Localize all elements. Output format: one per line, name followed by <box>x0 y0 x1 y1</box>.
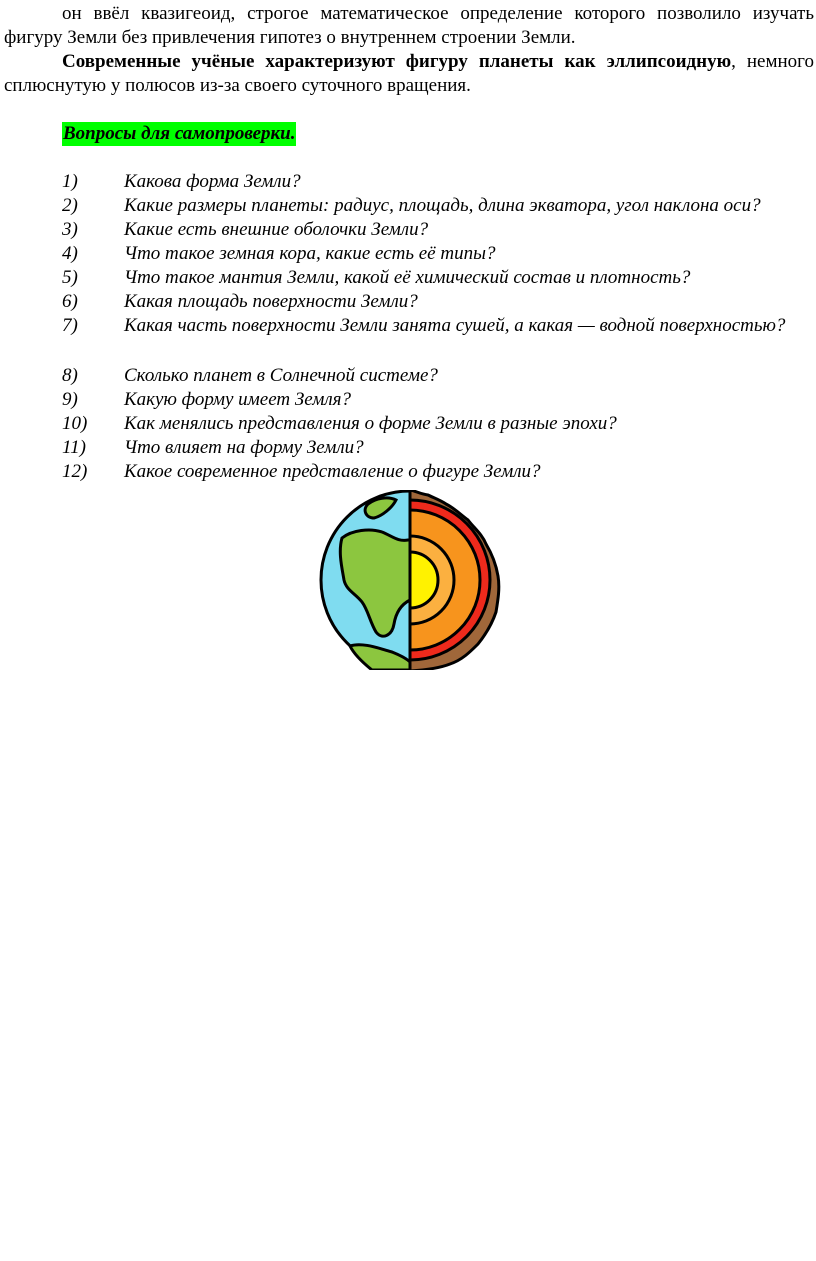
question-item: 7) Какая часть поверхности Земли занята сушей, а какая — водной поверхностью? <box>62 315 786 336</box>
intro-text-1: он ввёл квазигеоид, строгое математическое определение которого позволило изучать фигуру Земли без привлечения гипотез о внутреннем строении Земли. <box>4 3 814 48</box>
question-item: 1) Какова форма Земли? <box>62 171 301 192</box>
intro-paragraph-1 <box>4 2 814 50</box>
intro-bold-statement: Современные учёные характеризуют фигуру планеты как эллипсоидную <box>62 51 732 72</box>
intro-paragraph-2 <box>4 50 814 98</box>
intro-text-2: , немного сплюснутую у полюсов из-за своего суточного вращения. <box>4 51 814 96</box>
question-item: 5) Что такое мантия Земли, какой её химический состав и плотность? <box>62 267 691 288</box>
question-item: 9) Какую форму имеет Земля? <box>62 389 352 410</box>
earth-cross-section-icon <box>312 490 508 670</box>
question-item: 3) Какие есть внешние оболочки Земли? <box>62 219 429 240</box>
question-item: 8) Сколько планет в Солнечной системе? <box>62 365 438 386</box>
question-item: 4) Что такое земная кора, какие есть её типы? <box>62 243 496 264</box>
question-item: 11) Что влияет на форму Земли? <box>62 437 364 458</box>
question-item: 2) Какие размеры планеты: радиус, площадь, длина экватора, угол наклона оси? <box>62 195 761 216</box>
question-item: 12) Какое современное представление о фигуре Земли? <box>62 461 541 482</box>
questions-heading: Вопросы для самопроверки. <box>63 123 296 144</box>
question-item: 6) Какая площадь поверхности Земли? <box>62 291 418 312</box>
question-item: 10) Как менялись представления о форме Земли в разные эпохи? <box>62 413 617 434</box>
